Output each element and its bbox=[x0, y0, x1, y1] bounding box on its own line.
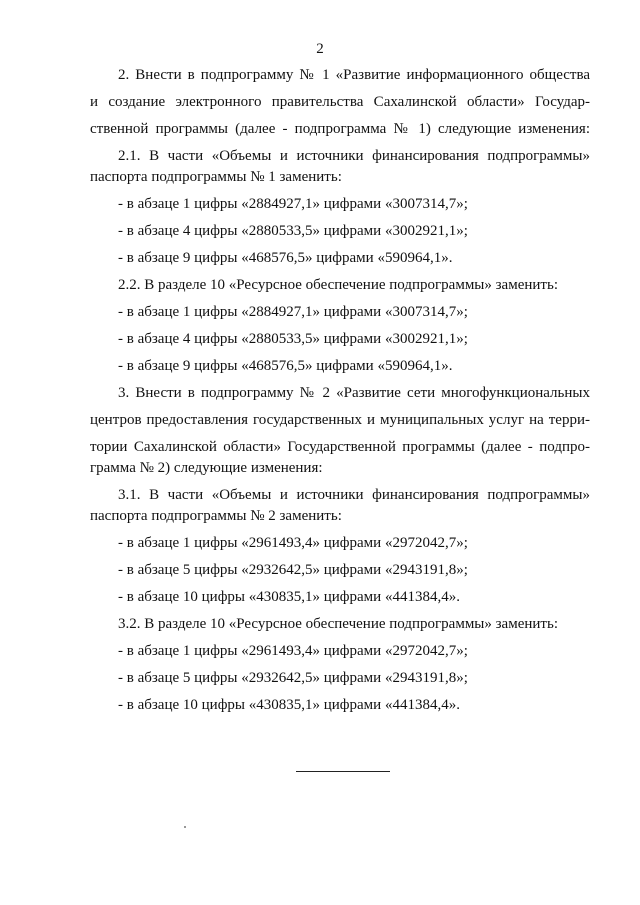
list-item: - в абзаце 9 цифры «468576,5» цифрами «590964,1». bbox=[118, 250, 453, 266]
list-item: - в абзаце 9 цифры «468576,5» цифрами «590964,1». bbox=[118, 358, 453, 374]
paragraph-3-line-2: центров предоставления государственных и муниципальных услуг на терри- bbox=[90, 412, 590, 428]
paragraph-2-line-3: ственной программы (далее - подпрограмма № 1) следующие изменения: bbox=[90, 121, 590, 137]
paragraph-3-1-line-1: 3.1. В части «Объемы и источники финансирования подпрограммы» bbox=[118, 487, 590, 503]
list-item: - в абзаце 4 цифры «2880533,5» цифрами «3002921,1»; bbox=[118, 223, 468, 239]
list-item: - в абзаце 1 цифры «2884927,1» цифрами «3007314,7»; bbox=[118, 304, 468, 320]
list-item: - в абзаце 1 цифры «2961493,4» цифрами «2972042,7»; bbox=[118, 535, 468, 551]
paragraph-3-line-4: грамма № 2) следующие изменения: bbox=[90, 460, 323, 476]
paragraph-2-line-2: и создание электронного правительства Сахалинской области» Государ- bbox=[90, 94, 590, 110]
list-item: - в абзаце 5 цифры «2932642,5» цифрами «2943191,8»; bbox=[118, 562, 468, 578]
list-item: - в абзаце 5 цифры «2932642,5» цифрами «2943191,8»; bbox=[118, 670, 468, 686]
paragraph-3-line-1: 3. Внести в подпрограмму № 2 «Развитие сети многофункциональных bbox=[118, 385, 590, 401]
list-item: - в абзаце 4 цифры «2880533,5» цифрами «3002921,1»; bbox=[118, 331, 468, 347]
scan-speck bbox=[184, 826, 186, 828]
paragraph-2-line-1: 2. Внести в подпрограмму № 1 «Развитие информационного общества bbox=[118, 67, 590, 83]
list-item: - в абзаце 1 цифры «2884927,1» цифрами «3007314,7»; bbox=[118, 196, 468, 212]
list-item: - в абзаце 1 цифры «2961493,4» цифрами «2972042,7»; bbox=[118, 643, 468, 659]
paragraph-2-2: 2.2. В разделе 10 «Ресурсное обеспечение подпрограммы» заменить: bbox=[118, 277, 558, 293]
paragraph-3-1-line-2: паспорта подпрограммы № 2 заменить: bbox=[90, 508, 342, 524]
paragraph-3-2: 3.2. В разделе 10 «Ресурсное обеспечение подпрограммы» заменить: bbox=[118, 616, 558, 632]
end-divider bbox=[296, 771, 390, 772]
page-number: 2 bbox=[316, 41, 324, 57]
list-item: - в абзаце 10 цифры «430835,1» цифрами «441384,4». bbox=[118, 589, 460, 605]
paragraph-2-1-line-1: 2.1. В части «Объемы и источники финансирования подпрограммы» bbox=[118, 148, 590, 164]
list-item: - в абзаце 10 цифры «430835,1» цифрами «441384,4». bbox=[118, 697, 460, 713]
paragraph-2-1-line-2: паспорта подпрограммы № 1 заменить: bbox=[90, 169, 342, 185]
paragraph-3-line-3: тории Сахалинской области» Государственной программы (далее - подпро- bbox=[90, 439, 590, 455]
